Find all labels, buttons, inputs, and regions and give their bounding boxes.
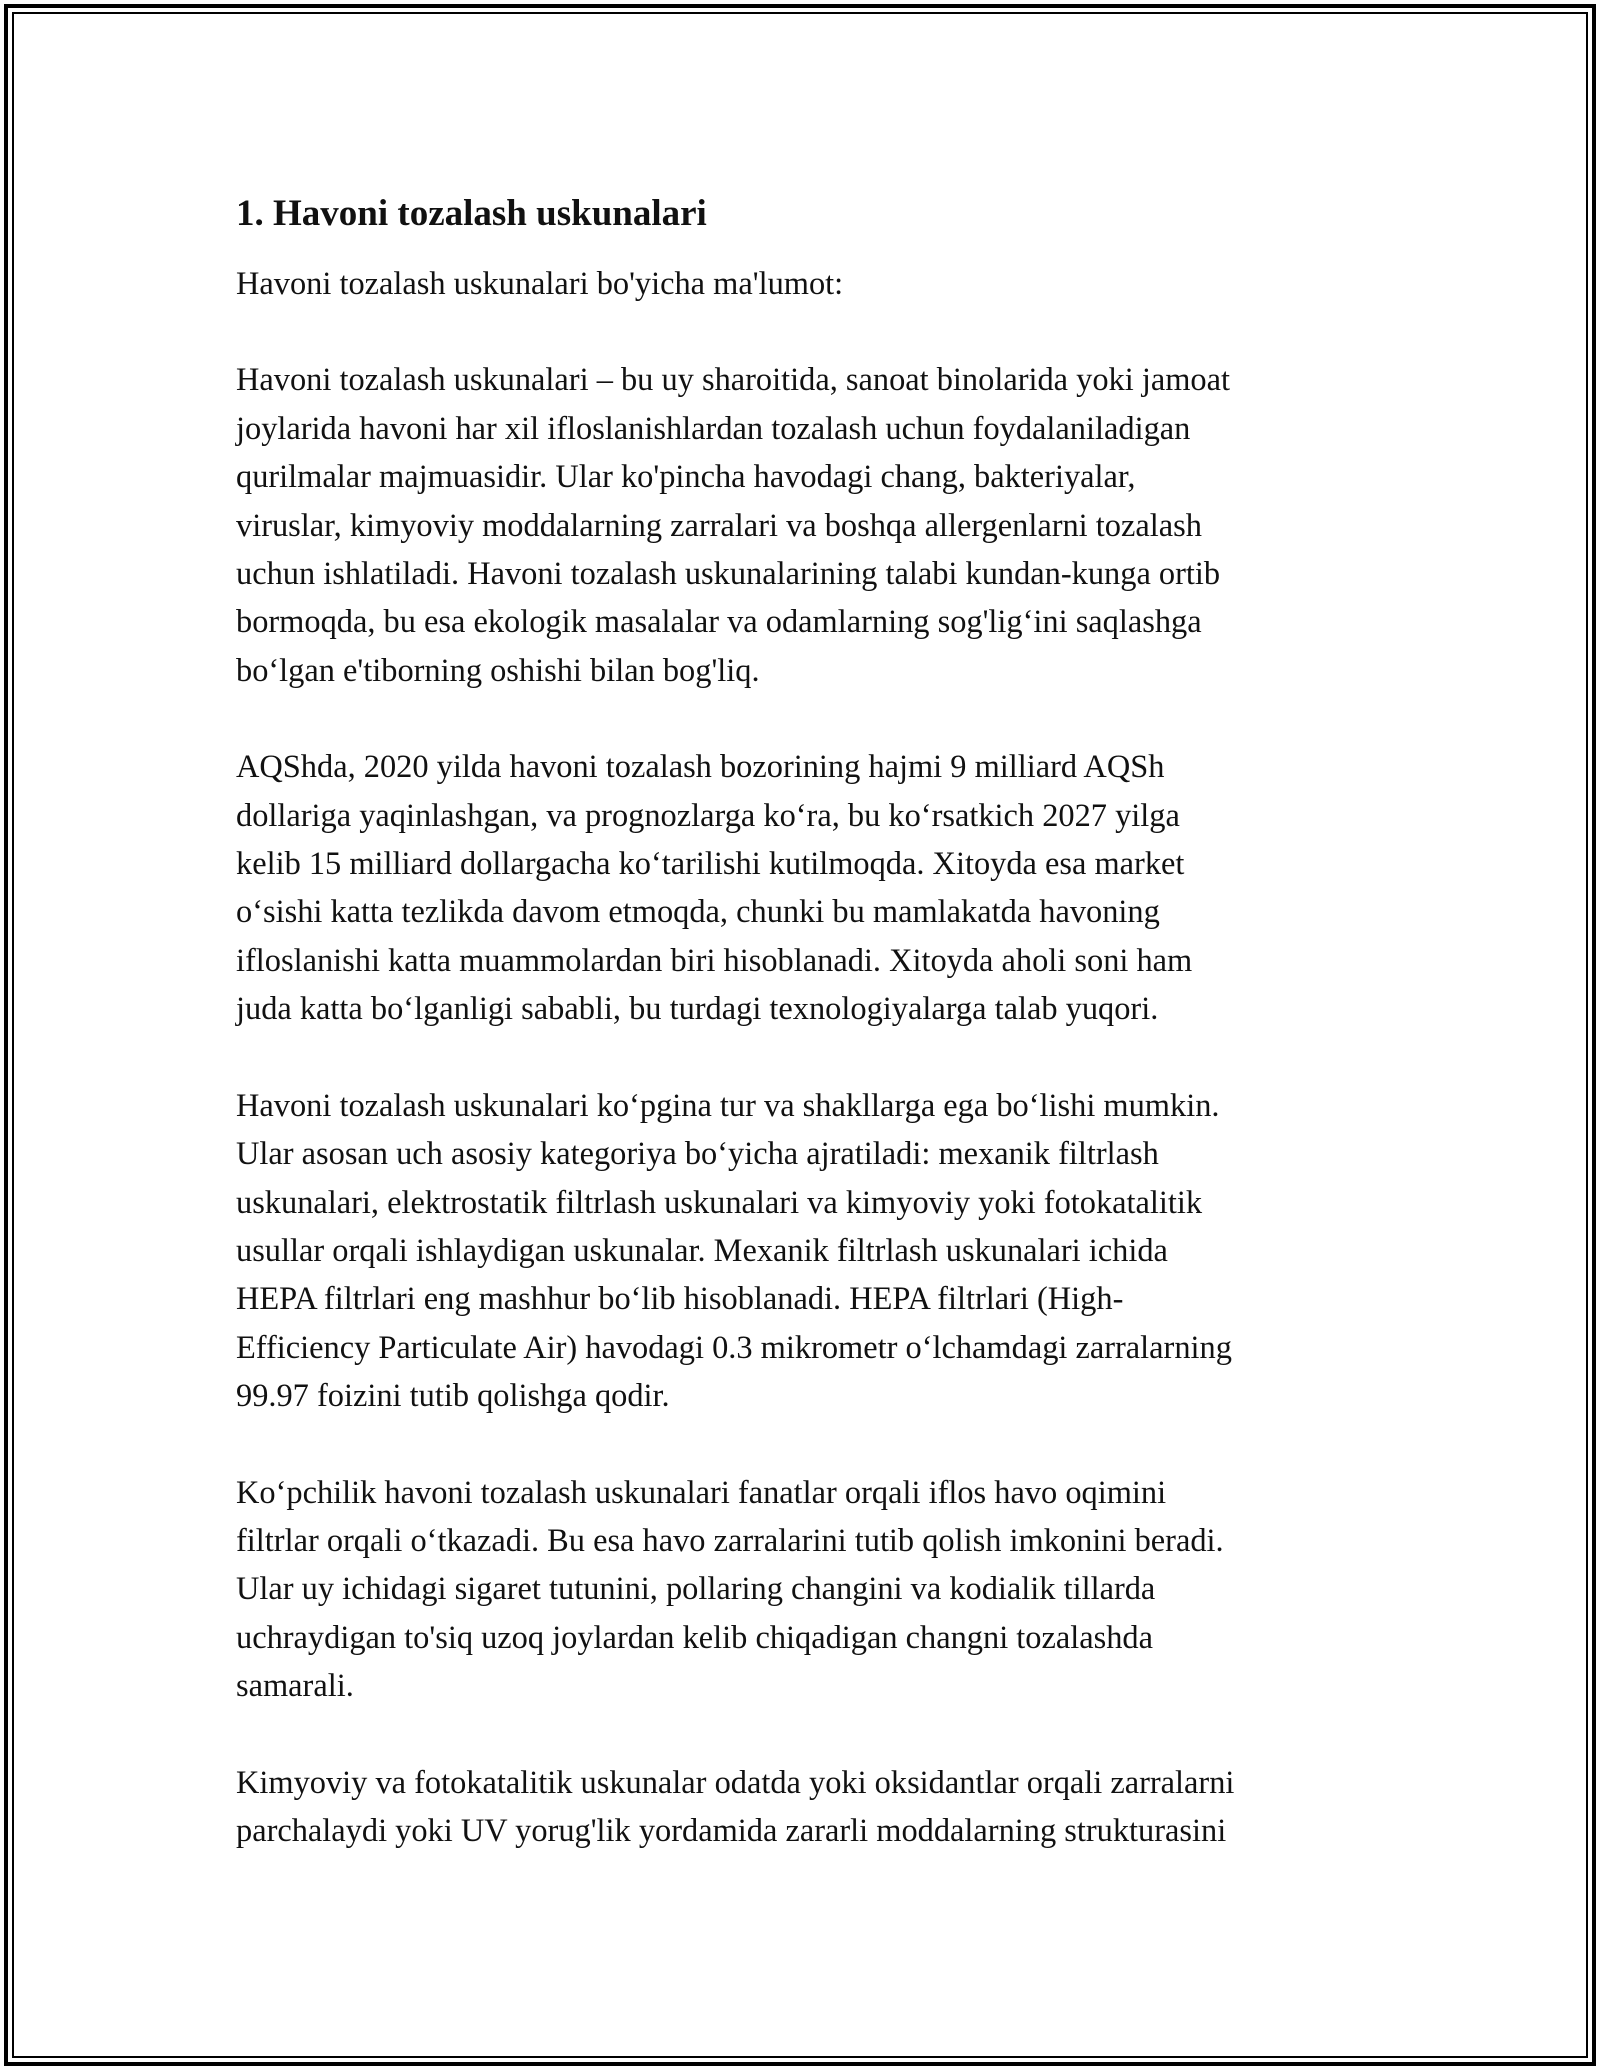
paragraph-types: Havoni tozalash uskunalari ko‘pgina tur va shakllarga ega bo‘lishi mumkin. Ular asosan uch asosiy kategoriya bo‘yicha ajratiladi: mexanik filtrlash uskunalari, elektrostatik filtrlash uskunalari va kimyoviy yoki fotokatalitik usullar orqali ishlaydigan uskunalar. Mexanik filtrlash uskunalari ichida HEPA filtrlari eng mashhur bo‘lib hisoblanadi. HEPA filtrlari (High- Efficiency Particulate Air) havodagi 0.3 mikrometr o‘lchamdagi zarralarning 99.97 foizini tutib qolishga qodir. (236, 1087, 1232, 1415)
paragraph-chemical: Kimyoviy va fotokatalitik uskunalar odatda yoki oksidantlar orqali zarralarni parchalaydi yoki UV yorug'lik yordamida zararli moddalarning strukturasini (236, 1764, 1235, 1849)
document-body (236, 186, 1386, 1903)
paragraph-intro: Havoni tozalash uskunalari bo'yicha ma'lumot: (236, 266, 844, 302)
paragraph-definition: Havoni tozalash uskunalari – bu uy sharoitida, sanoat binolarida yoki jamoat joylarida havoni har xil ifloslanishlardan tozalash uchun foydalaniladigan qurilmalar majmuasidir. Ular ko'pincha havodagi chang, bakteriyalar, viruslar, kimyoviy moddalarning zarralari va boshqa allergenlarni tozalash uchun ishlatiladi. Havoni tozalash uskunalarining talabi kundan-kunga ortib bormoqda, bu esa ekologik masalalar va odamlarning sog'lig‘ini saqlashga bo‘lgan e'tiborning oshishi bilan bog'liq. (236, 362, 1230, 689)
paragraph-market: AQShda, 2020 yilda havoni tozalash bozorining hajmi 9 milliard AQSh dollariga yaqinlashgan, va prognozlarga ko‘ra, bu ko‘rsatkich 2027 yilga kelib 15 milliard dollargacha ko‘tarilishi kutilmoqda. Xitoyda esa market o‘sishi katta tezlikda davom etmoqda, chunki bu mamlakatda havoning ifloslanishi katta muammolardan biri hisoblanadi. Xitoyda aholi soni ham juda katta bo‘lganligi sababli, bu turdagi texnologiyalarga talab yuqori. (236, 749, 1193, 1028)
section-heading: 1. Havoni tozalash uskunalari (236, 193, 707, 234)
paragraph-fans: Ko‘pchilik havoni tozalash uskunalari fanatlar orqali iflos havo oqimini filtrlar orqali o‘tkazadi. Bu esa havo zarralarini tutib qolish imkonini beradi. Ular uy ichidagi sigaret tutunini, pollaring changini va kodialik tillarda uchraydigan to'siq uzoq joylardan kelib chiqadigan changni tozalashda samarali. (236, 1474, 1224, 1705)
